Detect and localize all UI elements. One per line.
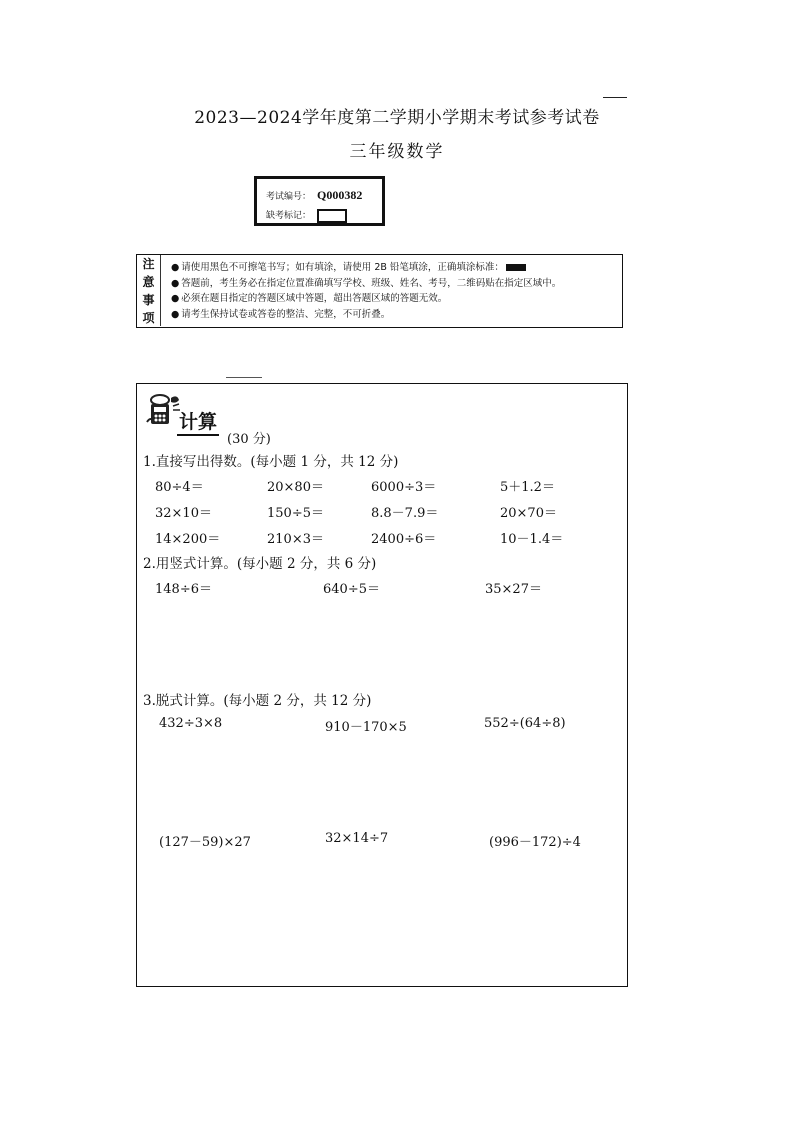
question-3-title: 3.脱式计算。(每小题 2 分，共 12 分) — [143, 693, 372, 709]
question-item: (127－59)×27 — [159, 835, 251, 850]
question-item: (996－172)÷4 — [489, 835, 581, 850]
notice-item-text: 请使用黑色不可擦笔书写；如有填涂，请使用 2B 铅笔填涂，正确填涂标准： — [181, 262, 504, 273]
question-item: 6000÷3＝ — [371, 480, 437, 495]
notice-item-text: 答题前，考生务必在指定位置准确填写学校、班级、姓名、考号，二维码贴在指定区域中。 — [181, 277, 562, 289]
fill-example-swatch — [506, 264, 526, 271]
question-2-title: 2.用竖式计算。(每小题 2 分，共 6 分) — [143, 556, 377, 572]
question-item: 148÷6＝ — [155, 582, 212, 597]
notice-item-text: 必须在题目指定的答题区域中答题，超出答题区域的答题无效。 — [181, 293, 448, 304]
question-item: 210×3＝ — [267, 532, 324, 547]
question-item: 32×10＝ — [155, 506, 212, 521]
question-item: 8.8－7.9＝ — [371, 506, 439, 521]
notice-item — [171, 276, 561, 292]
question-item: 20×80＝ — [267, 480, 324, 495]
question-item: 552÷(64÷8) — [484, 716, 566, 731]
notice-item — [171, 307, 561, 323]
notice-list — [171, 260, 561, 322]
question-item: 5＋1.2＝ — [500, 480, 555, 495]
absent-mark-label: 缺考标记： — [266, 211, 312, 221]
page-title: 2023—2024学年度第二学期小学期末考试参考试卷 — [194, 108, 600, 128]
question-item: 20×70＝ — [500, 506, 557, 521]
question-item: 910－170×5 — [325, 720, 407, 735]
decorative-line — [603, 97, 627, 98]
answer-panel — [136, 383, 628, 987]
notice-item — [171, 291, 561, 307]
decorative-line — [226, 377, 262, 378]
notice-box — [136, 254, 623, 328]
question-item: 10－1.4＝ — [500, 532, 564, 547]
question-item: 80÷4＝ — [155, 480, 204, 495]
notice-label-char: 注 — [142, 257, 155, 272]
notice-label — [137, 255, 161, 326]
question-item: 35×27＝ — [485, 582, 542, 597]
absent-mark-row — [266, 208, 347, 223]
notice-label-char: 事 — [142, 292, 155, 307]
notice-item — [171, 260, 561, 276]
page-subtitle: 三年级数学 — [349, 142, 445, 162]
question-item: 640÷5＝ — [323, 582, 380, 597]
exam-id-row — [266, 188, 362, 203]
question-item: 32×14÷7 — [325, 831, 389, 846]
section-title: 计算 — [177, 410, 219, 436]
question-item: 432÷3×8 — [159, 716, 223, 731]
section-score: (30 分) — [227, 432, 271, 447]
question-item: 2400÷6＝ — [371, 532, 437, 547]
question-1-title: 1.直接写出得数。(每小题 1 分，共 12 分) — [143, 454, 399, 470]
notice-item-text: 请考生保持试卷或答卷的整洁、完整，不可折叠。 — [181, 308, 391, 320]
exam-id-number: Q000382 — [317, 188, 363, 202]
notice-label-char: 意 — [142, 275, 155, 290]
question-item: 14×200＝ — [155, 532, 221, 547]
notice-label-char: 项 — [142, 310, 155, 325]
exam-id-label: 考试编号： — [266, 192, 312, 202]
question-item: 150÷5＝ — [267, 506, 324, 521]
absent-mark-checkbox[interactable] — [317, 209, 347, 223]
exam-id-box — [254, 176, 385, 226]
